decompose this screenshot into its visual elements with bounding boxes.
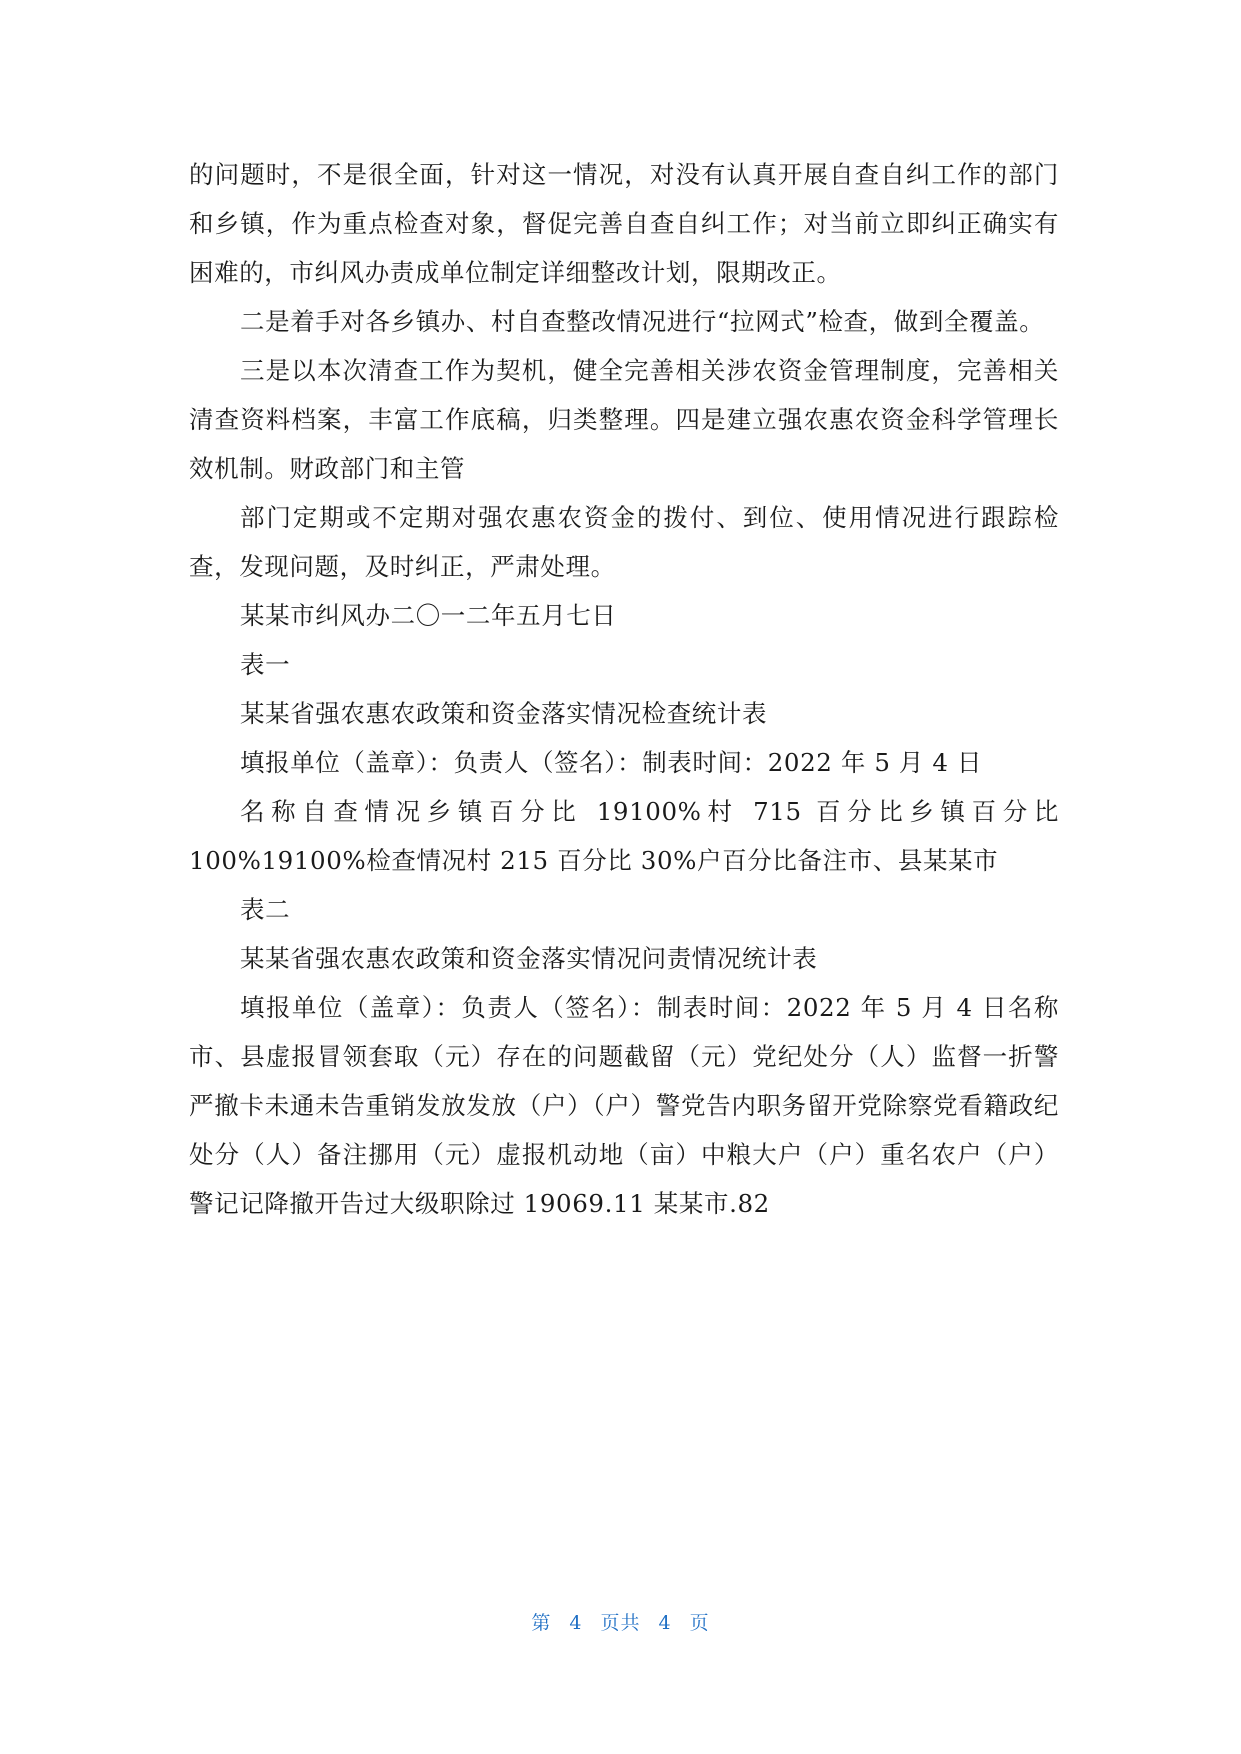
table-two-label: 表二 — [240, 895, 291, 924]
paragraph-item-two: 二是着手对各乡镇办、村自查整改情况进行“拉网式”检查，做到全覆盖。 — [240, 307, 1045, 336]
signature-date: 某某市纠风办二〇一二年五月七日 — [240, 601, 617, 630]
paragraph-item-four-cont: 部门定期或不定期对强农惠农资金的拨付、到位、使用情况进行跟踪检查，发现问题，及时纠正，严肃处理。 — [189, 503, 1059, 581]
footer-current-page: 4 — [569, 1612, 583, 1634]
page-footer — [0, 1608, 1241, 1635]
table-one-content: 名称自查情况乡镇百分比 19100%村 715 百分比乡镇百分比 100%19100%检查情况村 215 百分比 30%户百分比备注市、县某某市 — [189, 797, 1059, 875]
table-one-label: 表一 — [240, 650, 291, 679]
footer-total-pages: 4 — [658, 1612, 672, 1634]
footer-word-ye: 页 — [689, 1612, 710, 1634]
table-two-content: 填报单位（盖章）：负责人（签名）：制表时间：2022 年 5 月 4 日名称市、县虚报冒领套取（元）存在的问题截留（元）党纪处分（人）监督一折警严撤卡未通未告重销发放发放（户）（户）警党告内职务留开党除察党看籍政纪处分（人）备注挪用（元）虚报机动地（亩）中粮大户（户）重名农户（户）警记记降撤开告过大级职除过 19069.11 某某市.82 — [189, 993, 1059, 1218]
document-body — [189, 150, 1059, 1228]
table-one-header: 填报单位（盖章）：负责人（签名）：制表时间：2022 年 5 月 4 日 — [240, 748, 983, 777]
footer-word-ye-gong: 页共 — [600, 1612, 641, 1634]
footer-word-di: 第 — [531, 1612, 552, 1634]
paragraph-continuation: 的问题时，不是很全面，针对这一情况，对没有认真开展自查自纠工作的部门和乡镇，作为重点检查对象，督促完善自查自纠工作；对当前立即纠正确实有困难的，市纠风办责成单位制定详细整改计划，限期改正。 — [189, 160, 1059, 287]
table-two-title: 某某省强农惠农政策和资金落实情况问责情况统计表 — [240, 944, 818, 973]
paragraph-item-three: 三是以本次清查工作为契机，健全完善相关涉农资金管理制度，完善相关清查资料档案，丰富工作底稿，归类整理。四是建立强农惠农资金科学管理长效机制。财政部门和主管 — [189, 356, 1059, 483]
table-one-title: 某某省强农惠农政策和资金落实情况检查统计表 — [240, 699, 768, 728]
